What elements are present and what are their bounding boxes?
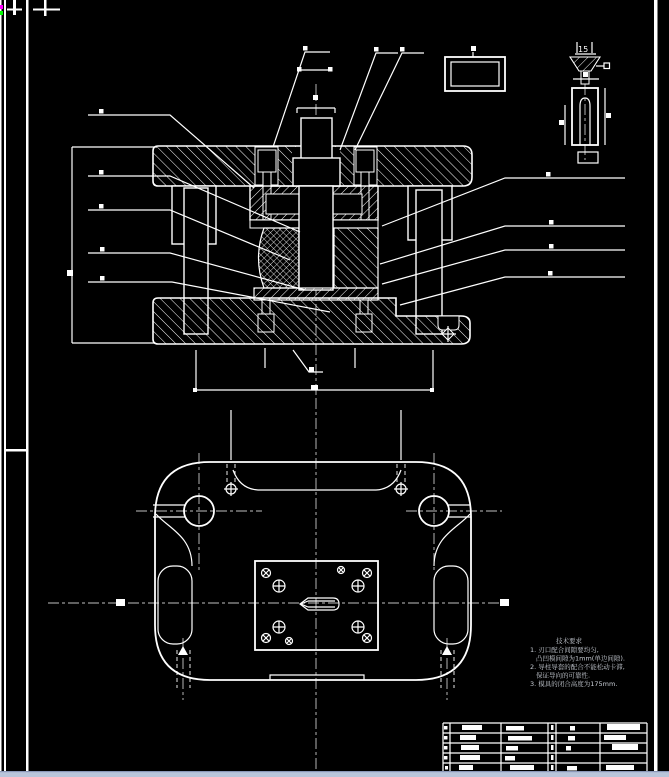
frame-edge-line [0,0,2,772]
plan-outline [155,462,471,680]
part-balloon [546,172,551,177]
part-balloon [99,170,104,175]
part-balloon [548,271,553,276]
top-screw-mark-left [224,464,238,496]
trim-mark [7,9,22,11]
tech-requirements-line: 3. 模具的闭合高度为175mm. [530,680,618,688]
part-balloon [100,247,105,252]
section-view [67,46,625,396]
title-block [443,723,647,777]
part-balloon [471,46,476,51]
trim-mark [33,9,60,11]
part-balloon [549,220,554,225]
part-balloon [99,204,104,209]
dimension-text-right [500,599,509,606]
dimension-bottom-width [193,348,434,392]
pillar-end-left [177,638,190,700]
grip-green[interactable] [0,11,3,15]
die-insert-right [334,228,378,288]
tech-requirements-line: 2. 导柱导套的配合不能松动卡滞, [530,663,625,671]
part-balloon [604,63,610,69]
pillar-end-right [441,638,454,700]
die-cavity-slot [300,598,339,610]
part-balloon [303,46,308,51]
part-balloon [400,47,405,52]
tech-requirements-line: 凸凹模间隙为1mm(单边间隙). [536,654,625,663]
part-balloon [374,47,379,52]
pin-sleeve [572,88,598,145]
window-edge-strip [0,772,669,777]
dimension-text-left [116,599,125,606]
part-leaders-top [273,46,424,150]
grip-magenta[interactable] [0,5,3,9]
detail-pin [559,42,611,163]
window-edge-line [0,771,669,772]
detail-washer [445,46,505,91]
title-block-text-blobs [444,724,640,777]
tech-requirements [530,636,625,688]
side-slot-right [434,566,468,644]
countersink-cone [570,57,600,71]
tech-requirements-line: 保证导向的可靠性. [536,671,591,680]
trim-mark [44,0,47,16]
detail-label-box [578,152,598,163]
frame-right-line [654,0,658,772]
punch [299,186,333,290]
part-balloon [100,276,105,281]
frame-outer-line [4,0,6,772]
part-balloon [99,109,104,114]
inner-contour-right [434,514,470,566]
side-slot-left [158,566,192,644]
plan-view [48,398,509,770]
tech-requirements-title: 技术要求 [556,637,582,645]
die-plate [255,561,378,650]
tech-requirements-line: 1. 刃口配合间隙要均匀, [530,646,599,654]
frame-inner-line [26,0,29,772]
pin-angle-label: 15 [578,45,589,54]
trim-mark [13,0,16,15]
top-recess [233,470,401,490]
centering-mark [6,449,26,452]
part-balloon [309,367,314,372]
part-balloon [549,244,554,249]
inner-contour-left [156,514,192,566]
